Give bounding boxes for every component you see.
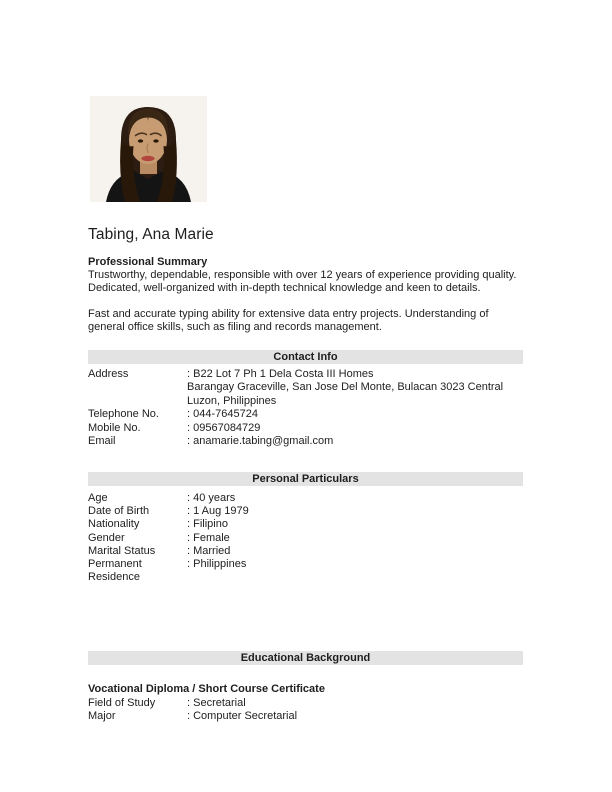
field-value: : Female	[187, 531, 230, 544]
field-value: : 044-7645724	[187, 408, 258, 421]
field-label: Email	[88, 435, 116, 448]
summary-text-line: Trustworthy, dependable, responsible with over 12 years of experience providing quality.	[88, 269, 517, 281]
field-value: : anamarie.tabing@gmail.com	[187, 435, 334, 448]
field-label: Telephone No.	[88, 408, 159, 421]
field-value: : 1 Aug 1979	[187, 505, 249, 518]
section-title: Personal Particulars	[252, 473, 359, 485]
field-value-line: Luzon, Philippines	[187, 394, 277, 407]
table-row	[88, 558, 526, 584]
contact-info-table	[88, 368, 526, 448]
table-row	[88, 422, 526, 435]
contact-info-section-header	[88, 350, 523, 364]
candidate-name: Tabing, Ana Marie	[88, 226, 214, 243]
field-label: Permanent Residence	[88, 558, 142, 584]
table-row	[88, 435, 526, 448]
personal-particulars-section-header	[88, 472, 523, 486]
table-row	[88, 505, 526, 518]
section-title: Contact Info	[273, 351, 338, 363]
field-label: Marital Status	[88, 544, 156, 557]
field-label: Address	[88, 368, 129, 380]
field-label: Age	[88, 492, 108, 504]
summary-paragraph	[88, 308, 528, 334]
field-label: Gender	[88, 531, 125, 544]
table-row	[88, 408, 526, 421]
portrait-photo-image	[90, 96, 207, 202]
personal-particulars-table	[88, 492, 526, 584]
table-row	[88, 368, 526, 408]
education-qualification: Vocational Diploma / Short Course Certificate	[88, 683, 325, 695]
summary-paragraph	[88, 269, 528, 295]
educational-background-section-header	[88, 651, 523, 665]
table-row	[88, 697, 526, 711]
summary-heading: Professional Summary	[88, 256, 208, 268]
field-value: : Secretarial	[187, 696, 246, 709]
field-label: Field of Study	[88, 696, 156, 709]
summary-text-line: Dedicated, well-organized with in-depth technical knowledge and keen to details.	[88, 282, 481, 294]
education-entry	[88, 683, 526, 724]
summary-text-line: Fast and accurate typing ability for extensive data entry projects. Understanding of	[88, 308, 489, 320]
field-label: Major	[88, 710, 116, 722]
field-label: Nationality	[88, 518, 140, 531]
table-row	[88, 710, 526, 724]
table-row	[88, 492, 526, 505]
field-value	[187, 368, 526, 408]
field-value: : Filipino	[187, 518, 228, 531]
table-row	[88, 518, 526, 531]
field-label: Mobile No.	[88, 421, 141, 434]
field-label: Date of Birth	[88, 505, 150, 518]
field-value: : Computer Secretarial	[187, 710, 298, 722]
profile-photo	[90, 96, 207, 202]
field-value: : 09567084729	[187, 421, 261, 434]
section-title: Educational Background	[240, 652, 371, 664]
field-value: : Married	[187, 544, 231, 557]
summary-text-line: general office skills, such as filing and records management.	[88, 321, 382, 333]
field-value: : 40 years	[187, 492, 236, 504]
table-row	[88, 532, 526, 545]
field-value-line: Barangay Graceville, San Jose Del Monte, Bulacan 3023 Central	[187, 381, 504, 394]
table-row	[88, 545, 526, 558]
professional-summary-section	[88, 256, 528, 347]
field-value: : Philippines	[187, 558, 247, 571]
field-value-line: : B22 Lot 7 Ph 1 Dela Costa III Homes	[187, 368, 374, 380]
